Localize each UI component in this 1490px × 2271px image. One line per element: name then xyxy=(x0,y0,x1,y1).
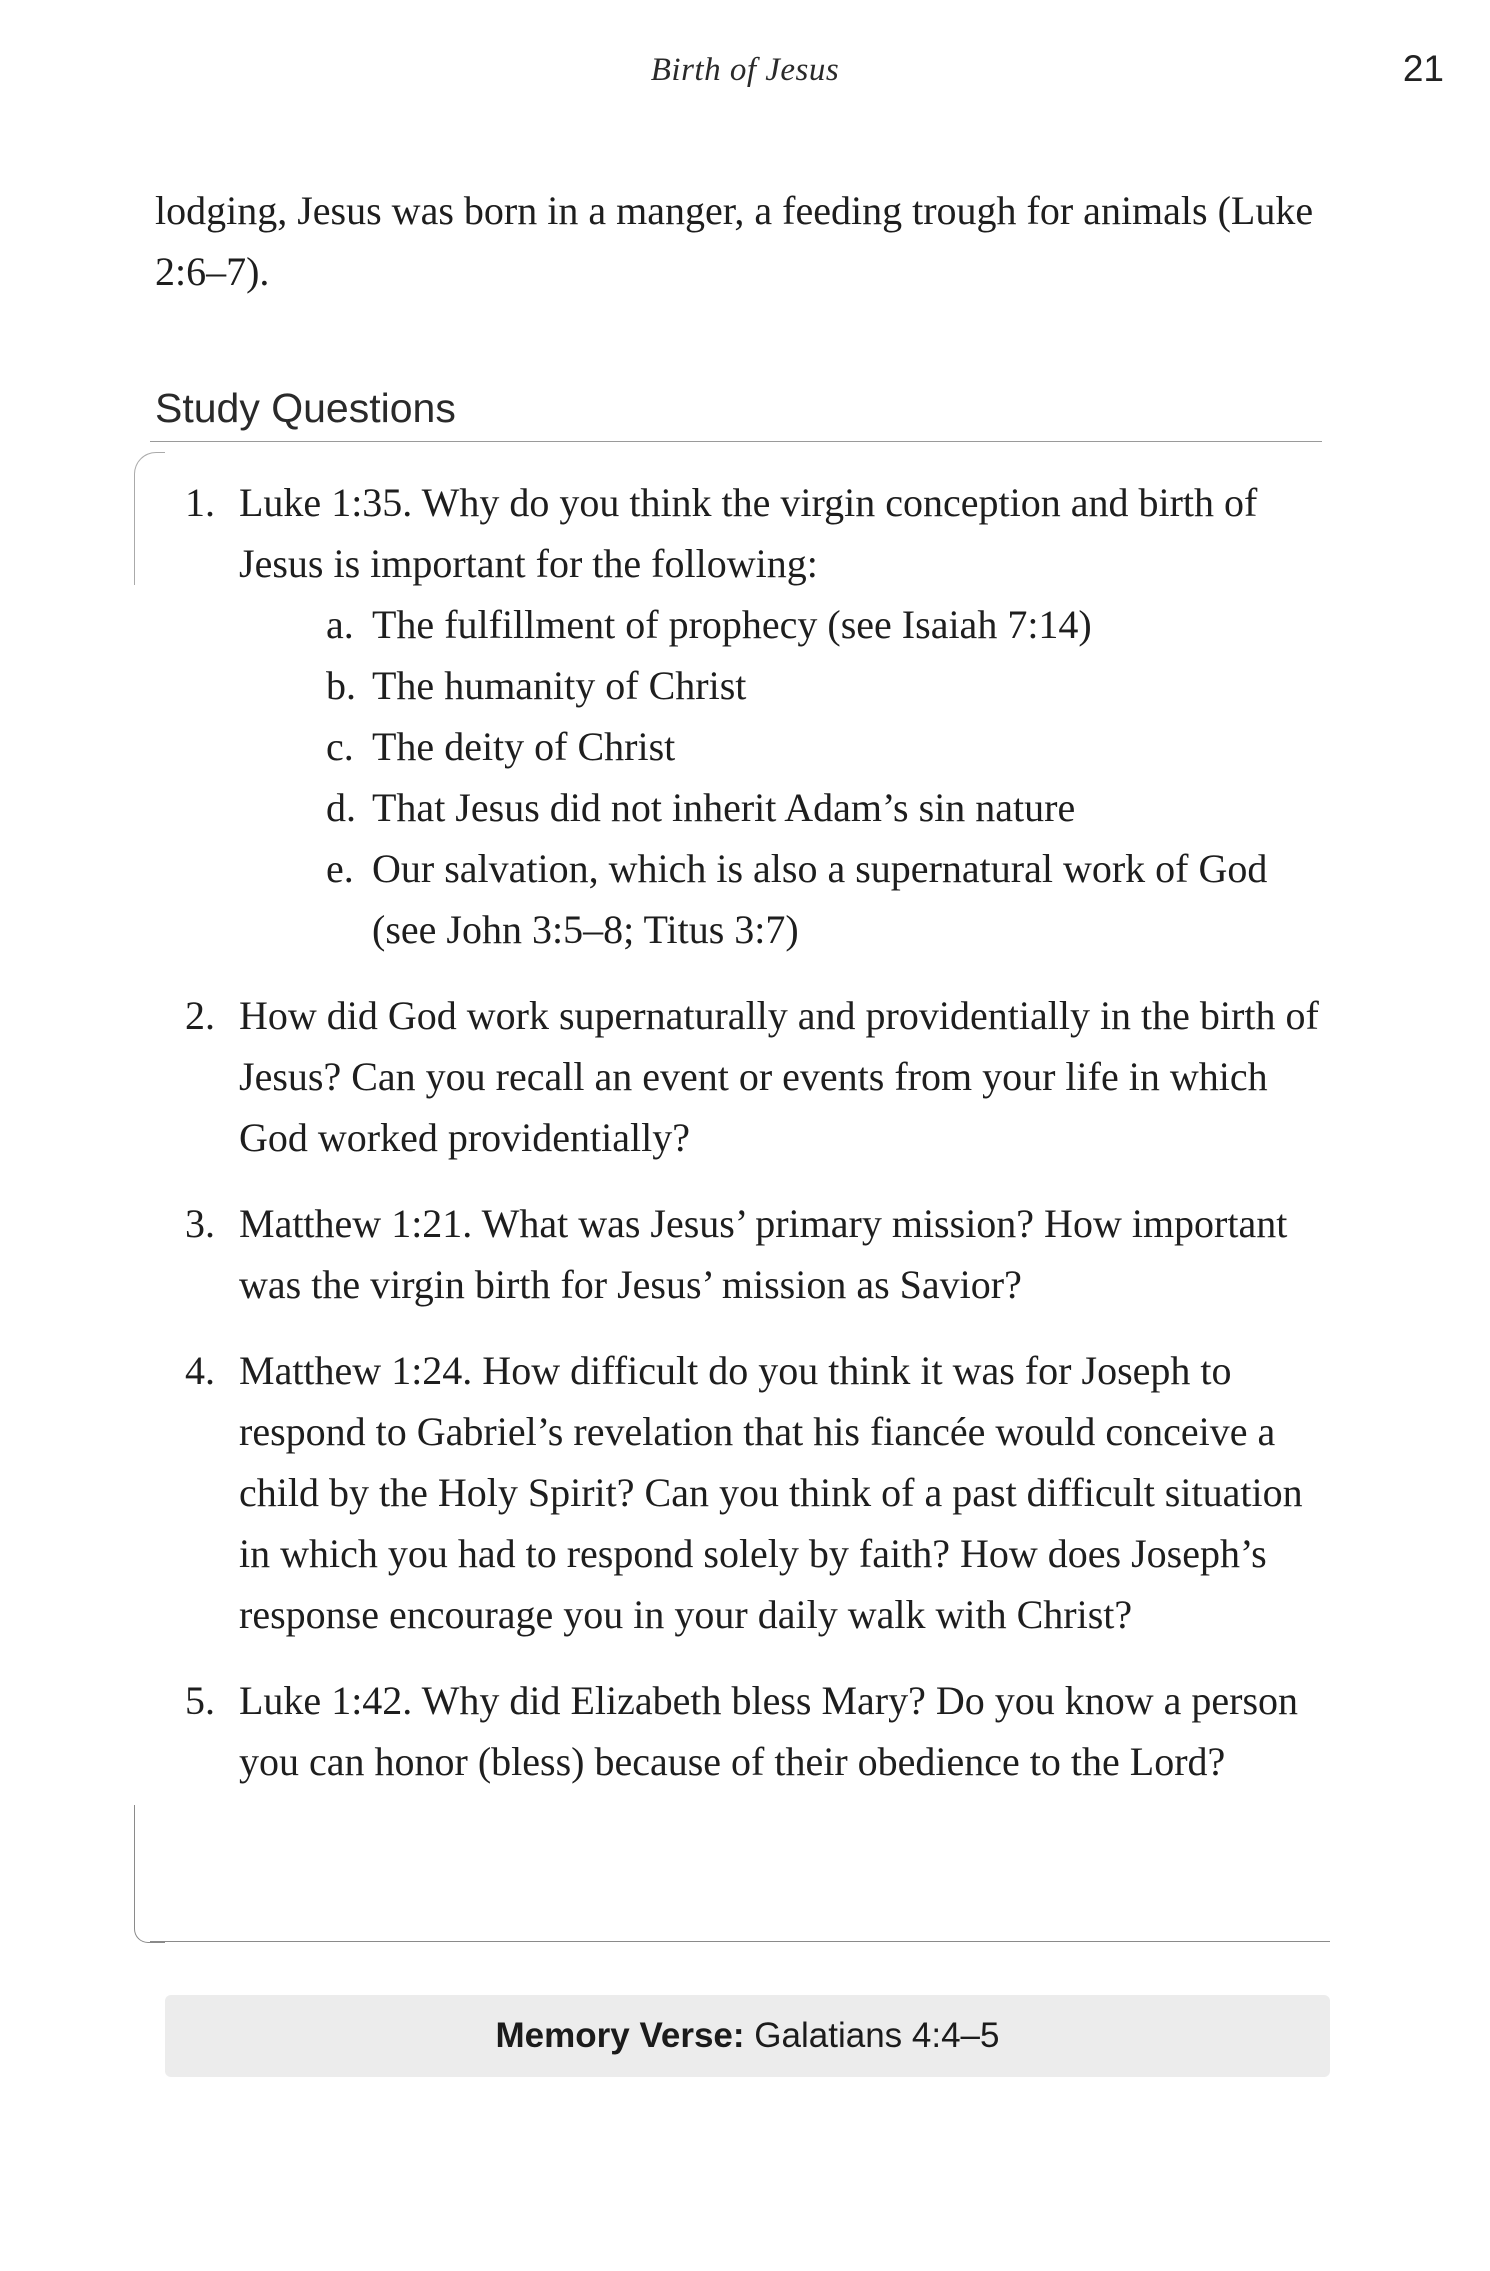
box-corner-top xyxy=(134,452,165,585)
subquestion-e xyxy=(326,838,1335,960)
memory-verse-banner xyxy=(165,1995,1330,2077)
subquestion-letter: d. xyxy=(326,785,356,830)
page-number: 21 xyxy=(1402,48,1444,89)
question-text: Matthew 1:24. How difficult do you think it was for Joseph to respond to Gabriel’s revelation that his fiancée would conceive a child by the Holy Spirit? Can you think of a past difficult situation in which you had to respond solely by faith? How does Joseph’s response encourage you in your daily walk with Christ? xyxy=(239,1348,1303,1637)
study-questions-list xyxy=(185,472,1335,1817)
subquestion-text: Our salvation, which is also a supernatural work of God (see John 3:5–8; Titus 3:7) xyxy=(372,846,1268,952)
subquestion-text: The fulfillment of prophecy (see Isaiah 7:14) xyxy=(372,602,1092,647)
subquestion-letter: b. xyxy=(326,663,356,708)
subquestion-d xyxy=(326,777,1335,838)
question-1 xyxy=(185,472,1335,960)
subquestion-letter: e. xyxy=(326,846,354,891)
box-corner-bottom xyxy=(134,1805,165,1943)
subquestion-list xyxy=(239,594,1335,960)
subquestion-a xyxy=(326,594,1335,655)
subquestion-letter: a. xyxy=(326,602,354,647)
question-number: 4. xyxy=(185,1348,215,1393)
question-text: How did God work supernaturally and providentially in the birth of Jesus? Can you recall an event or events from your life in which God worked providentially? xyxy=(239,993,1319,1160)
subquestion-c xyxy=(326,716,1335,777)
memory-verse-reference: Galatians 4:4–5 xyxy=(754,2016,1000,2055)
question-number: 2. xyxy=(185,993,215,1038)
section-title: Study Questions xyxy=(155,385,456,431)
section-top-rule xyxy=(150,441,1322,442)
question-text: Matthew 1:21. What was Jesus’ primary mission? How important was the virgin birth for Jesus’ mission as Savior? xyxy=(239,1201,1288,1307)
section-bottom-rule xyxy=(150,1941,1330,1942)
subquestion-text: That Jesus did not inherit Adam’s sin nature xyxy=(372,785,1076,830)
question-number: 5. xyxy=(185,1678,215,1723)
subquestion-text: The humanity of Christ xyxy=(372,663,747,708)
subquestion-letter: c. xyxy=(326,724,354,769)
question-5 xyxy=(185,1670,1335,1792)
question-text: Luke 1:35. Why do you think the virgin conception and birth of Jesus is important for the following: xyxy=(239,480,1258,586)
question-4 xyxy=(185,1340,1335,1645)
subquestion-text: The deity of Christ xyxy=(372,724,676,769)
subquestion-b xyxy=(326,655,1335,716)
question-3 xyxy=(185,1193,1335,1315)
question-number: 3. xyxy=(185,1201,215,1246)
running-title: Birth of Jesus xyxy=(650,52,840,88)
intro-paragraph: lodging, Jesus was born in a manger, a feeding trough for animals (Luke 2:6–7). xyxy=(155,188,1314,294)
memory-verse-label: Memory Verse: xyxy=(495,2016,745,2055)
question-text: Luke 1:42. Why did Elizabeth bless Mary? Do you know a person you can honor (bless) because of their obedience to the Lord? xyxy=(239,1678,1299,1784)
question-2 xyxy=(185,985,1335,1168)
question-number: 1. xyxy=(185,480,215,525)
